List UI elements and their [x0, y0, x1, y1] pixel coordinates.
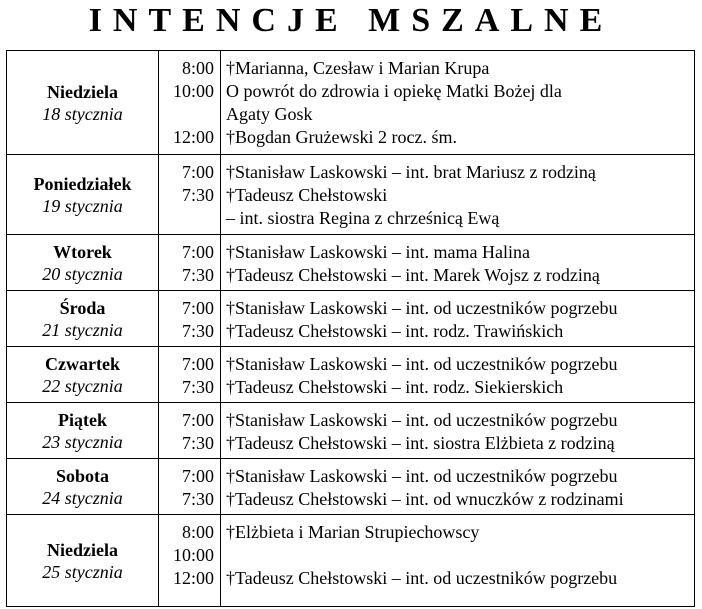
intention-line: †Tadeusz Chełstowski – int. od wnuczków z rodzinami	[226, 489, 624, 509]
mass-time: 7:30	[181, 265, 214, 285]
day-date: 25 stycznia	[42, 561, 123, 582]
day-name: Środa	[59, 297, 106, 318]
intention-line: †Tadeusz Chełstowski – int. siostra Elżbieta z rodziną	[226, 433, 615, 453]
times-cell	[159, 155, 221, 235]
day-name: Wtorek	[53, 241, 112, 262]
mass-time: 12:00	[172, 127, 214, 147]
mass-time: 7:00	[181, 242, 214, 262]
day-cell	[7, 51, 159, 155]
mass-time: 7:00	[181, 354, 214, 374]
intention-line: †Bogdan Grużewski 2 rocz. śm.	[226, 127, 457, 147]
times-cell	[159, 291, 221, 347]
intentions-cell	[221, 235, 695, 291]
day-row	[7, 515, 695, 607]
mass-time: 7:00	[181, 466, 214, 486]
intention-line: †Tadeusz Chełstowski	[226, 185, 388, 205]
day-name: Piątek	[58, 409, 107, 430]
intention-line: †Tadeusz Chełstowski – int. rodz. Siekierskich	[226, 377, 564, 397]
mass-time: 10:00	[172, 545, 214, 565]
day-row	[7, 235, 695, 291]
mass-time: 7:00	[181, 410, 214, 430]
day-row	[7, 347, 695, 403]
mass-time: 8:00	[181, 58, 214, 78]
day-name: Sobota	[55, 465, 109, 486]
day-date: 21 stycznia	[42, 319, 123, 340]
mass-time: 10:00	[172, 81, 214, 101]
day-cell	[7, 459, 159, 515]
day-name: Czwartek	[45, 353, 120, 374]
intention-line: †Marianna, Czesław i Marian Krupa	[226, 58, 490, 78]
day-cell	[7, 291, 159, 347]
day-cell	[7, 235, 159, 291]
intentions-cell	[221, 459, 695, 515]
intention-line: †Tadeusz Chełstowski – int. od uczestników pogrzebu	[226, 568, 618, 588]
intention-line: †Stanisław Laskowski – int. od uczestników pogrzebu	[226, 466, 618, 486]
times-cell	[159, 515, 221, 607]
times-cell	[159, 347, 221, 403]
mass-time	[159, 207, 214, 230]
intentions-cell	[221, 347, 695, 403]
day-row	[7, 155, 695, 235]
day-row	[7, 403, 695, 459]
day-cell	[7, 155, 159, 235]
day-date: 18 stycznia	[42, 103, 123, 124]
intention-line: Agaty Gosk	[226, 104, 313, 124]
day-cell	[7, 403, 159, 459]
mass-time: 7:30	[181, 377, 214, 397]
day-name: Poniedziałek	[33, 173, 132, 194]
day-date: 24 stycznia	[42, 487, 123, 508]
intention-line: †Tadeusz Chełstowski – int. rodz. Trawińskich	[226, 321, 564, 341]
mass-time: 7:00	[181, 162, 214, 182]
day-cell	[7, 347, 159, 403]
day-cell	[7, 515, 159, 607]
times-cell	[159, 51, 221, 155]
times-cell	[159, 459, 221, 515]
day-row	[7, 459, 695, 515]
mass-time: 8:00	[181, 522, 214, 542]
day-row	[7, 291, 695, 347]
day-date: 20 stycznia	[42, 263, 123, 284]
intention-line: †Stanisław Laskowski – int. od uczestników pogrzebu	[226, 410, 618, 430]
page-title: INTENCJE MSZALNE	[88, 2, 614, 39]
mass-time: 7:30	[181, 489, 214, 509]
intention-line: †Elżbieta i Marian Strupiechowscy	[226, 522, 480, 542]
mass-time: 7:00	[181, 298, 214, 318]
intention-line: – int. siostra Regina z chrześnicą Ewą	[226, 208, 500, 228]
day-row	[7, 51, 695, 155]
intention-line: †Stanisław Laskowski – int. brat Mariusz z rodziną	[226, 162, 596, 182]
intentions-cell	[221, 155, 695, 235]
mass-intentions-body	[7, 51, 695, 607]
intentions-cell	[221, 291, 695, 347]
day-date: 22 stycznia	[42, 375, 123, 396]
mass-time: 7:30	[181, 321, 214, 341]
intention-line	[226, 544, 694, 567]
mass-time: 7:30	[181, 433, 214, 453]
intention-line: †Tadeusz Chełstowski – int. Marek Wojsz z rodziną	[226, 265, 600, 285]
intention-line: O powrót do zdrowia i opiekę Matki Bożej dla	[226, 81, 562, 101]
day-name: Niedziela	[47, 539, 118, 560]
times-cell	[159, 403, 221, 459]
day-date: 23 stycznia	[42, 431, 123, 452]
mass-time	[159, 103, 214, 126]
intentions-cell	[221, 403, 695, 459]
day-date: 19 stycznia	[42, 195, 123, 216]
intention-line: †Stanisław Laskowski – int. od uczestników pogrzebu	[226, 298, 618, 318]
intention-line: †Stanisław Laskowski – int. od uczestników pogrzebu	[226, 354, 618, 374]
mass-time: 7:30	[181, 185, 214, 205]
intentions-cell	[221, 51, 695, 155]
mass-intentions-table	[6, 50, 695, 607]
intentions-cell	[221, 515, 695, 607]
times-cell	[159, 235, 221, 291]
intention-line: †Stanisław Laskowski – int. mama Halina	[226, 242, 530, 262]
mass-time: 12:00	[172, 568, 214, 588]
day-name: Niedziela	[47, 81, 118, 102]
